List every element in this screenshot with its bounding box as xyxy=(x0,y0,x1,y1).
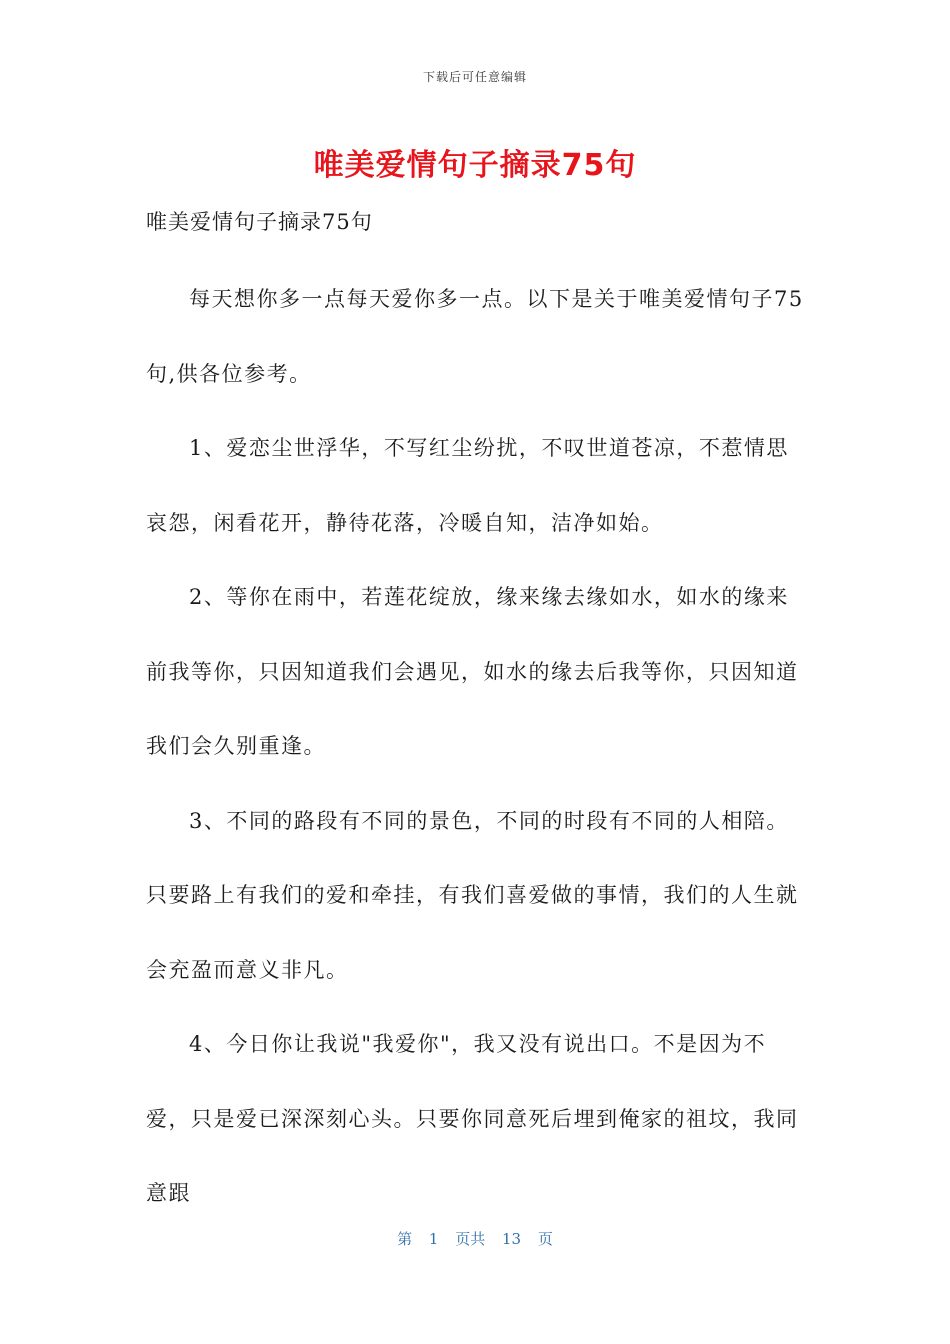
page-total: 13 xyxy=(502,1230,522,1248)
paragraph-item-2: 2、等你在雨中，若莲花绽放，缘来缘去缘如水，如水的缘来前我等你，只因知道我们会遇见，如水的缘去后我等你，只因知道我们会久别重逢。 xyxy=(146,585,799,758)
header-note: 下载后可任意编辑 xyxy=(422,70,527,84)
page-mid: 页共 xyxy=(455,1230,486,1248)
paragraph-item-3: 3、不同的路段有不同的景色，不同的时段有不同的人相陪。只要路上有我们的爱和牵挂，有我们喜爱做的事情，我们的人生就会充盈而意义非凡。 xyxy=(146,808,799,982)
page-current: 1 xyxy=(428,1230,439,1248)
page-footer xyxy=(0,1228,950,1249)
document-body xyxy=(146,262,806,1231)
page-suffix: 页 xyxy=(537,1230,553,1248)
page-prefix: 第 xyxy=(397,1230,413,1248)
document-title: 唯美爱情句子摘录75句 xyxy=(313,148,637,183)
paragraph-item-4: 4、今日你让我说"我爱你"，我又没有说出口。不是因为不爱，只是爱已深深刻心头。只要你同意死后埋到俺家的祖坟，我同意跟 xyxy=(146,1032,799,1205)
paragraph-intro: 每天想你多一点每天爱你多一点。以下是关于唯美爱情句子75句,供各位参考。 xyxy=(146,287,804,386)
document-subtitle: 唯美爱情句子摘录75句 xyxy=(146,210,373,234)
paragraph-item-1: 1、爱恋尘世浮华，不写红尘纷扰，不叹世道苍凉，不惹情思哀怨，闲看花开，静待花落，冷暖自知，洁净如始。 xyxy=(146,436,789,535)
